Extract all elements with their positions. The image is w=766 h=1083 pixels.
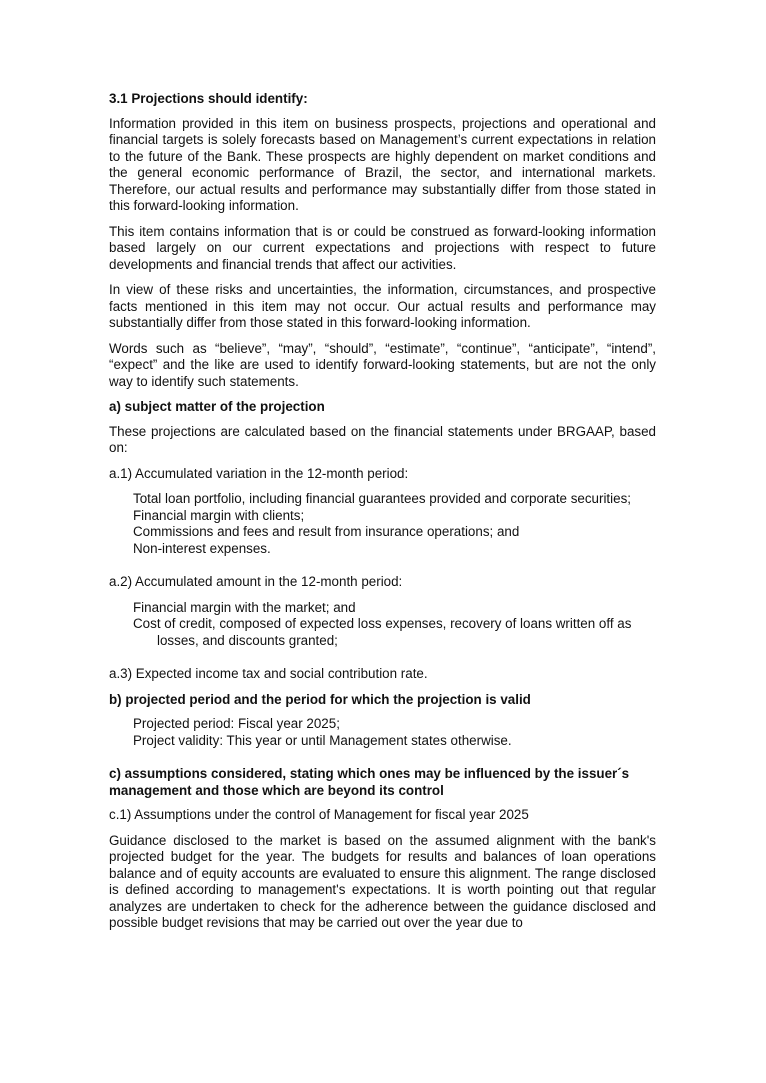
cost-of-credit-item: Cost of credit, composed of expected loss expenses, recovery of loans written off as losses, and discounts granted;	[133, 616, 632, 648]
b-list	[133, 716, 656, 749]
a1-list	[133, 491, 656, 557]
document-page	[109, 91, 656, 941]
paragraph-forward-looking-info: This item contains information that is or could be construed as forward-looking information based largely on our current expectations and projections with respect to future developments and financial trends that affect our activities.	[109, 223, 656, 272]
section-b-heading: b) projected period and the period for which the projection is valid	[109, 691, 531, 707]
c1-label: c.1) Assumptions under the control of Management for fiscal year 2025	[109, 807, 529, 822]
a1-label: a.1) Accumulated variation in the 12-month period:	[109, 465, 409, 481]
c1-text: Guidance disclosed to the market is based on the assumed alignment with the bank's projected budget for the year. The budgets for results and balances of loan operations balance and of equity accounts are evaluated to ensure this alignment. The range disclosed is defined according to management's expectations. It is worth pointing out that regular analyzes are undertaken to check for the adherence between the guidance disclosed and possible budget revisions that may be carried out over the year due to	[109, 832, 656, 930]
list-item	[133, 616, 656, 649]
paragraph-identifying-words: Words such as “believe”, “may”, “should”, “estimate”, “continue”, “anticipate”, “intend”, “expect” and the like are used to identify forward-looking statements, but are not the only way to identify such statements.	[109, 340, 656, 389]
a3-label: a.3) Expected income tax and social contribution rate.	[109, 666, 428, 681]
section-a-heading: a) subject matter of the projection	[109, 399, 325, 414]
list-item: Non-interest expenses.	[133, 540, 271, 556]
list-item: Projected period: Fiscal year 2025;	[133, 716, 340, 731]
list-item: Financial margin with clients;	[133, 507, 305, 523]
section-c-heading: c) assumptions considered, stating which ones may be influenced by the issuer´s management and those which are beyond its control	[109, 766, 630, 798]
paragraph-business-prospects: Information provided in this item on business prospects, projections and operational and financial targets is solely forecasts based on Management’s current expectations in relation to the future of the Bank. These prospects are highly dependent on market conditions and the general economic performance of Brazil, the sector, and international markets. Therefore, our actual results and performance may substantially differ from those stated in this forward-looking information.	[109, 115, 656, 213]
spacer	[109, 749, 656, 766]
spacer	[109, 557, 656, 574]
section-a-intro: These projections are calculated based on the financial statements under BRGAAP, based on:	[109, 423, 656, 455]
section-title: 3.1 Projections should identify:	[109, 91, 308, 106]
list-item: Total loan portfolio, including financial guarantees provided and corporate securities;	[133, 491, 631, 506]
list-item: Project validity: This year or until Management states otherwise.	[133, 732, 512, 748]
spacer	[109, 649, 656, 666]
list-item: Financial margin with the market; and	[133, 599, 356, 615]
a2-label: a.2) Accumulated amount in the 12-month period:	[109, 574, 403, 589]
a2-list	[133, 600, 656, 650]
list-item: Commissions and fees and result from insurance operations; and	[133, 524, 520, 539]
paragraph-risks-uncertainties: In view of these risks and uncertainties, the information, circumstances, and prospective facts mentioned in this item may not occur. Our actual results and performance may substantially differ from those stated in this forward-looking information.	[109, 282, 656, 330]
